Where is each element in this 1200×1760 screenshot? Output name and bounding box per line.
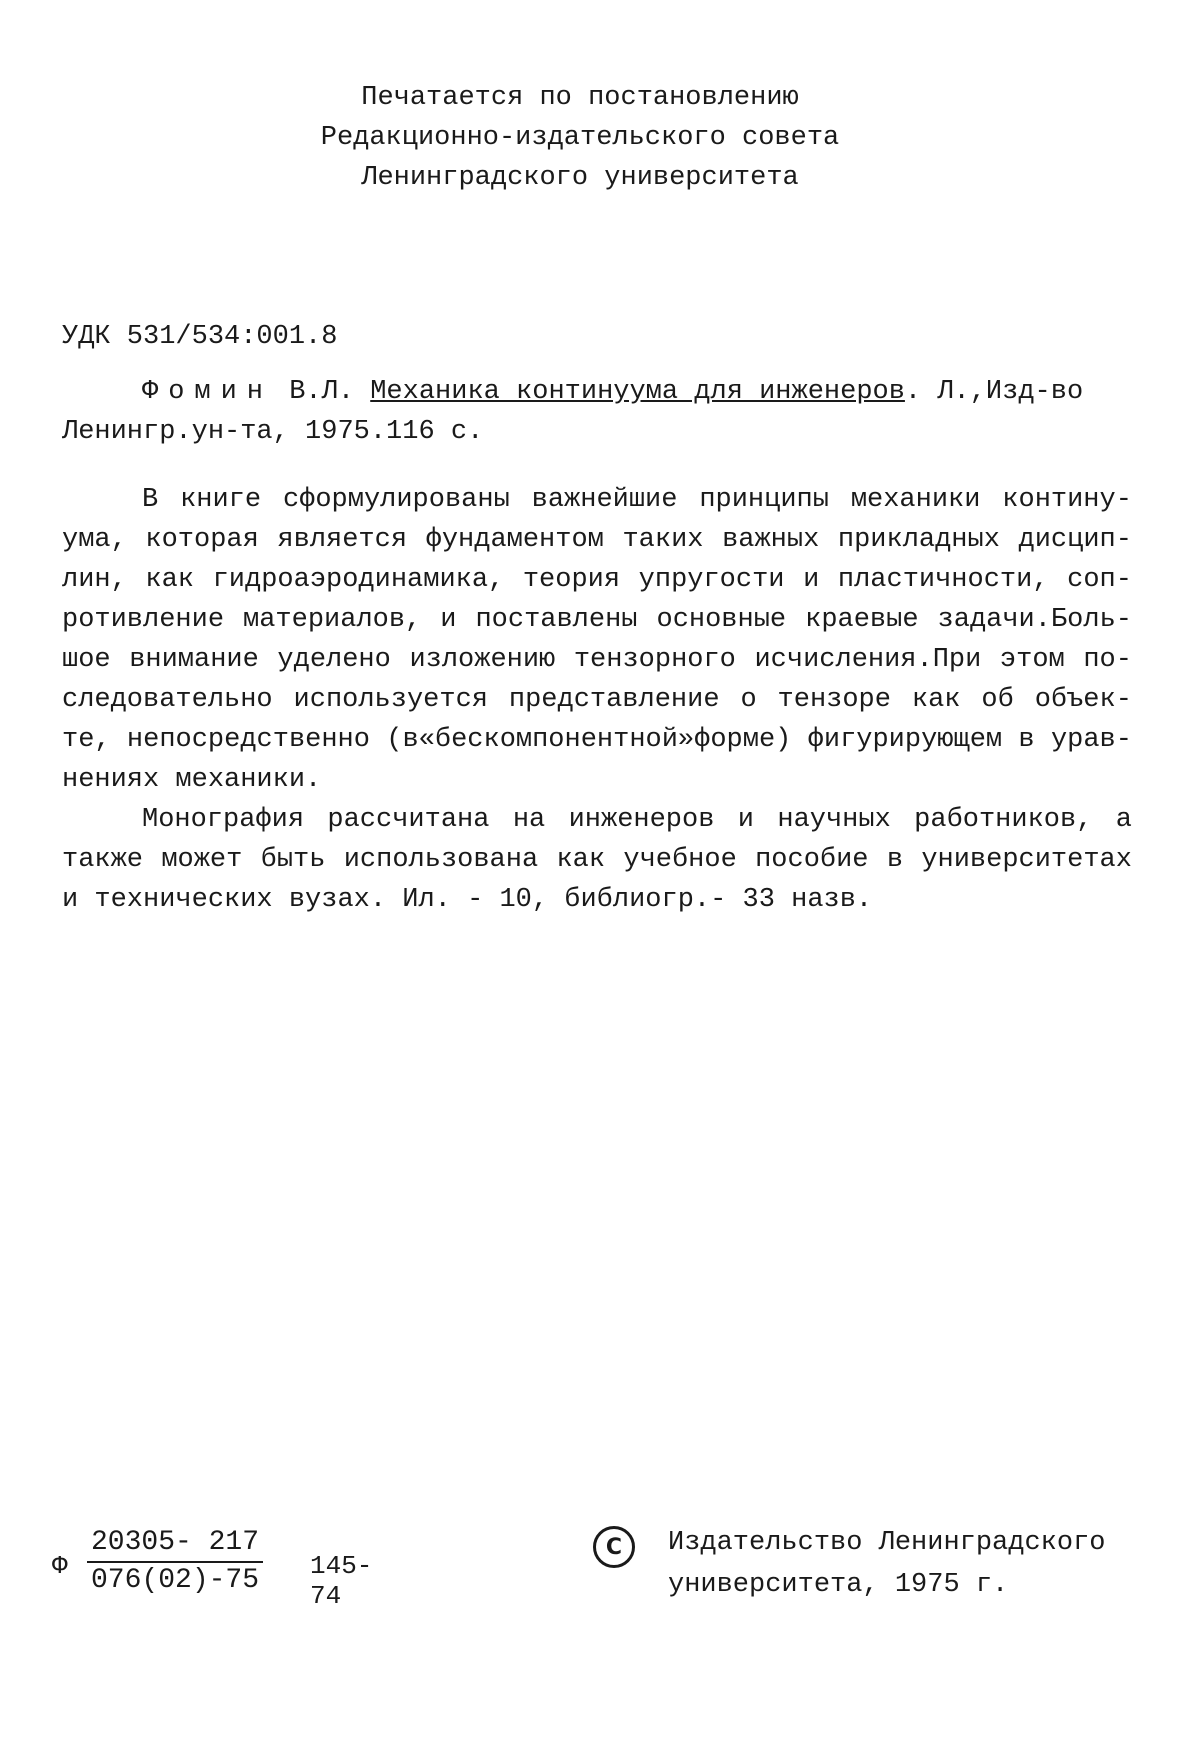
author-name: Фомин (142, 377, 274, 407)
abstract-word: университетах (921, 845, 1132, 875)
approval-line-3: Ленинградского университета (361, 163, 799, 193)
abstract-word: дисцип- (1018, 525, 1132, 555)
abstract-word: принципы (699, 485, 829, 515)
abstract-word: В (142, 485, 159, 515)
abstract-word: механики (850, 485, 981, 515)
abstract-line (62, 520, 1132, 560)
abstract-word: и (803, 565, 820, 595)
abstract-word: является (277, 525, 408, 555)
abstract-line (62, 840, 1132, 880)
abstract-word: как (145, 565, 195, 595)
abstract-word: теория (522, 565, 621, 595)
abstract-word: основные (656, 605, 787, 635)
bibliographic-citation (62, 372, 1132, 452)
abstract-word: важнейшие (531, 485, 678, 515)
abstract-word: исчисления.При (754, 645, 982, 675)
abstract-word: рассчитана (327, 805, 490, 835)
approval-notice (0, 78, 1160, 198)
abstract-word: уделено (277, 645, 391, 675)
abstract-word: объек- (1034, 685, 1132, 715)
abstract-word: краевые (805, 605, 919, 635)
abstract-line (62, 760, 1132, 800)
abstract-word: шое (62, 645, 111, 675)
abstract-word: фундаментом (425, 525, 604, 555)
abstract-word: быть (260, 845, 326, 875)
abstract-word: гидроаэродинамика, (212, 565, 505, 595)
abstract-line (62, 640, 1132, 680)
code-suffix: 145-74 (310, 1551, 373, 1611)
abstract-word: непосредственно (126, 725, 370, 755)
abstract-word: материалов, (243, 605, 422, 635)
abstract-word: как (911, 685, 961, 715)
abstract-word: также (62, 845, 144, 875)
citation-line-1 (62, 372, 1132, 412)
abstract-word: по- (1083, 645, 1132, 675)
abstract-word: нениях механики. (62, 765, 322, 795)
book-title: Механика континуума для инженеров (370, 377, 905, 407)
abstract-text (62, 480, 1132, 920)
abstract-word: как (556, 845, 606, 875)
abstract-word: Монография (142, 805, 305, 835)
abstract-word: важных (722, 525, 820, 555)
classification-code (52, 1525, 392, 1611)
abstract-word: соп- (1067, 565, 1132, 595)
code-numerator: 20305- 217 (87, 1525, 263, 1563)
abstract-word: в (1018, 725, 1035, 755)
abstract-word: пособие (755, 845, 869, 875)
abstract-word: может (161, 845, 243, 875)
abstract-word: которая (145, 525, 259, 555)
abstract-word: фигурирующем (807, 725, 1003, 755)
abstract-word: лин, (62, 565, 127, 595)
abstract-word: прикладных (837, 525, 1000, 555)
approval-line-2: Редакционно-издательского совета (320, 123, 840, 153)
citation-publisher: . Л.,Изд-во (904, 377, 1084, 407)
abstract-word: внимание (129, 645, 259, 675)
abstract-word: пластичности, (837, 565, 1049, 595)
abstract-word: в (886, 845, 904, 875)
author-initials: В.Л. (273, 377, 371, 407)
abstract-word: сформулированы (282, 485, 510, 515)
abstract-word: урав- (1050, 725, 1132, 755)
abstract-word: книге (180, 485, 262, 515)
abstract-line (62, 480, 1132, 520)
abstract-word: изложению (409, 645, 556, 675)
abstract-word: следовательно (62, 685, 273, 715)
abstract-word: и технических вузах. Ил. - 10, библиогр.- 33 назв. (62, 885, 873, 915)
abstract-word: тензоре (777, 685, 891, 715)
abstract-word: и (440, 605, 457, 635)
abstract-word: ума, (62, 525, 127, 555)
code-fraction (87, 1525, 263, 1599)
abstract-word: и (737, 805, 754, 835)
approval-line-1: Печатается по постановлению (361, 83, 799, 113)
publisher-line-1: Издательство Ленинградского (668, 1528, 1106, 1558)
abstract-line (62, 880, 1132, 920)
abstract-word: используется (293, 685, 488, 715)
copyright-icon: C (593, 1526, 635, 1568)
abstract-word: использована (343, 845, 539, 875)
publisher-copyright (668, 1522, 1105, 1606)
abstract-line (62, 720, 1132, 760)
abstract-word: учебное (623, 845, 737, 875)
abstract-word: работников, (914, 805, 1093, 835)
abstract-word: а (1115, 805, 1132, 835)
abstract-word: о (740, 685, 757, 715)
abstract-word: представление (508, 685, 720, 715)
abstract-word: этом (999, 645, 1065, 675)
phi-symbol: Ф (52, 1551, 68, 1581)
abstract-word: об (981, 685, 1014, 715)
abstract-word: инженеров (568, 805, 715, 835)
abstract-word: задачи.Боль- (937, 605, 1132, 635)
abstract-word: ротивление (62, 605, 225, 635)
citation-line-2: Ленингр.ун-та, 1975.116 с. (62, 417, 484, 447)
publisher-line-2: университета, 1975 г. (668, 1570, 1009, 1600)
abstract-word: упругости (638, 565, 785, 595)
abstract-word: поставлены (475, 605, 638, 635)
abstract-line (62, 560, 1132, 600)
abstract-word: (в«бескомпонентной»форме) (386, 725, 792, 755)
abstract-line (62, 680, 1132, 720)
abstract-word: контину- (1002, 485, 1132, 515)
abstract-word: научных (777, 805, 891, 835)
abstract-line (62, 800, 1132, 840)
abstract-word: на (512, 805, 546, 835)
abstract-word: тензорного (573, 645, 736, 675)
abstract-word: таких (622, 525, 704, 555)
abstract-word: те, (62, 725, 111, 755)
udk-code: УДК 531/534:001.8 (62, 322, 338, 352)
code-denominator: 076(02)-75 (91, 1565, 260, 1596)
abstract-line (62, 600, 1132, 640)
